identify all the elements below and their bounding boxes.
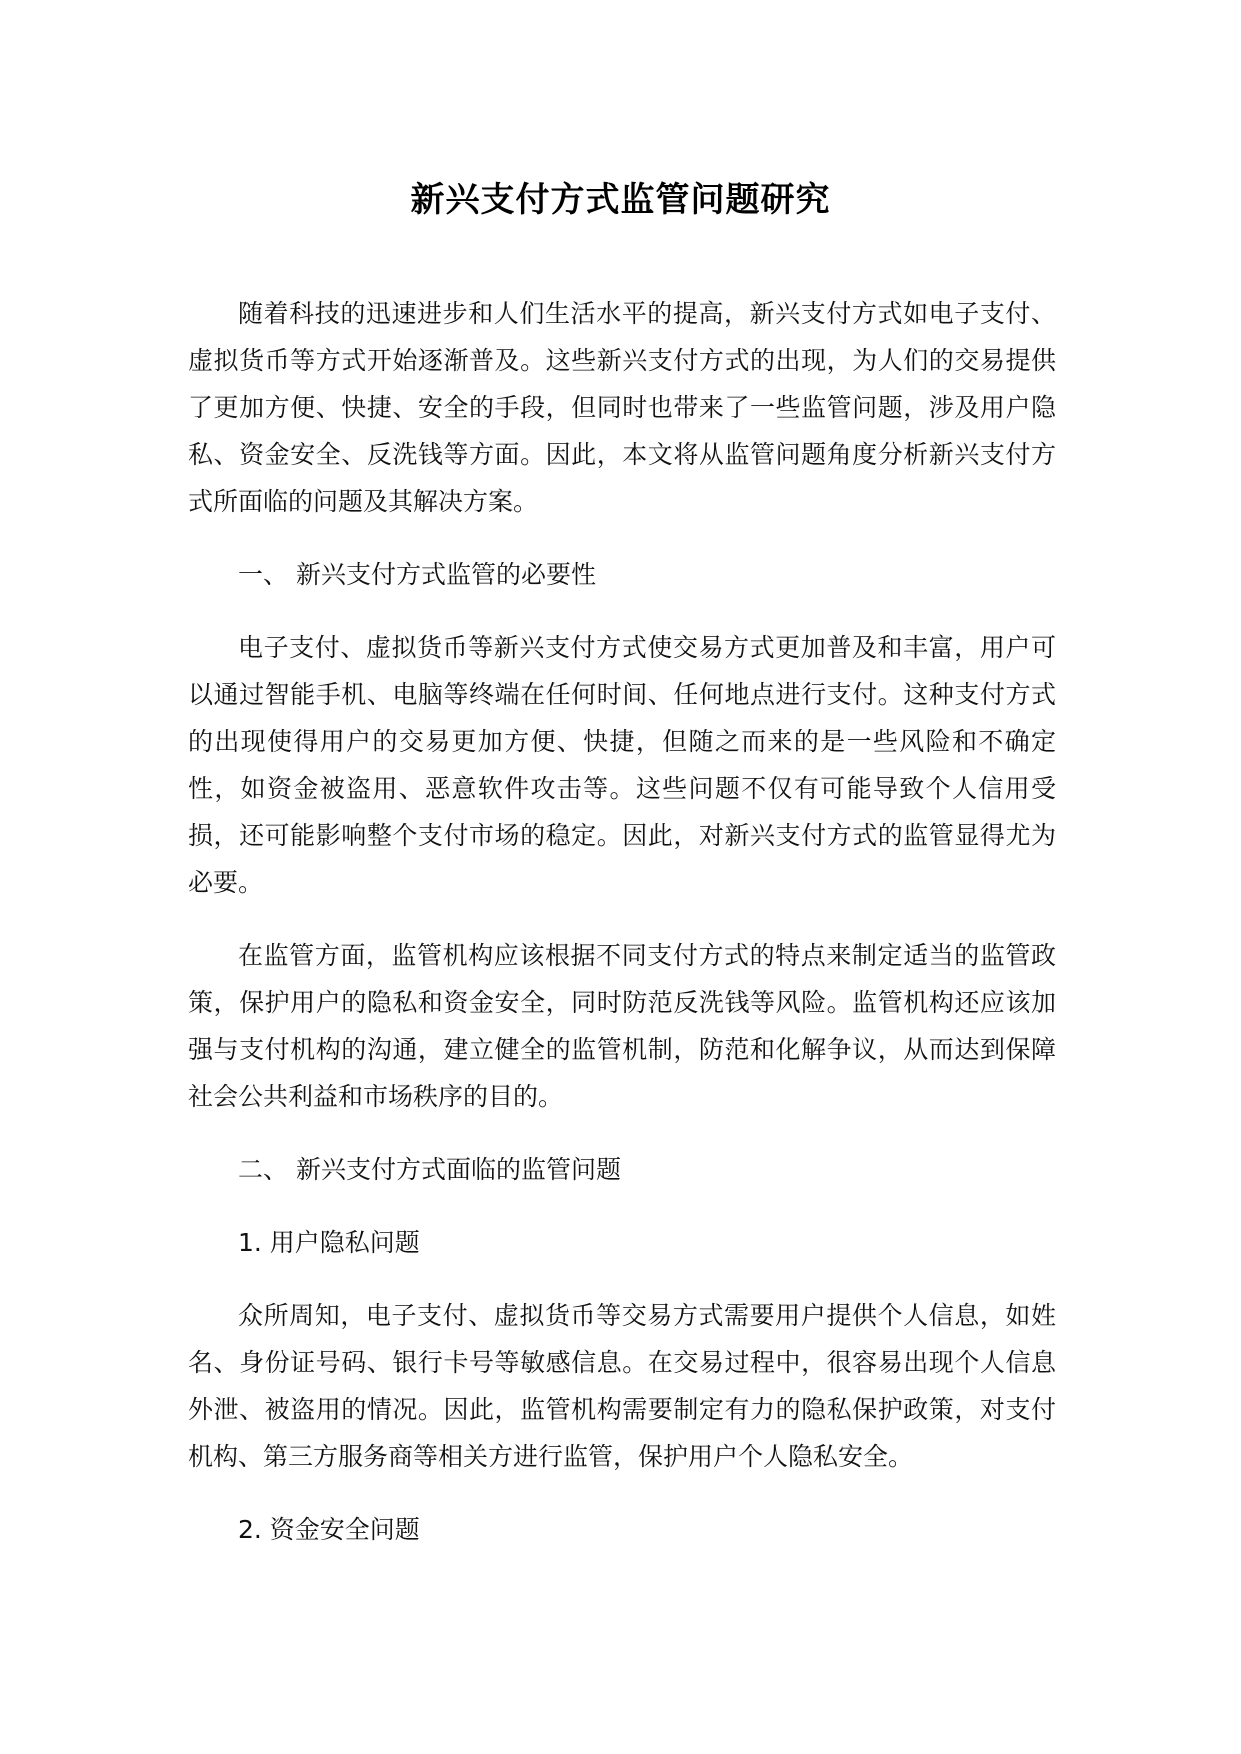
- document-title: 新兴支付方式监管问题研究: [410, 180, 831, 220]
- privacy-paragraph: 众所周知，电子支付、虚拟货币等交易方式需要用户提供个人信息，如姓名、身份证号码、银行卡号等敏感信息。在交易过程中，很容易出现个人信息外泄、被盗用的情况。因此，监管机构需要制定有力的隐私保护政策，对支付机构、第三方服务商等相关方进行监管，保护用户个人隐私安全。: [188, 1301, 1056, 1471]
- subsection-heading-privacy: 1. 用户隐私问题: [238, 1228, 420, 1257]
- document-body: [188, 290, 1056, 1579]
- section-heading-1: 一、 新兴支付方式监管的必要性: [238, 560, 596, 589]
- section-1-paragraph-2: 在监管方面，监管机构应该根据不同支付方式的特点来制定适当的监管政策，保护用户的隐私和资金安全，同时防范反洗钱等风险。监管机构还应该加强与支付机构的沟通，建立健全的监管机制，防范和化解争议，从而达到保障社会公共利益和市场秩序的目的。: [188, 941, 1056, 1111]
- section-1-paragraph-1: 电子支付、虚拟货币等新兴支付方式使交易方式更加普及和丰富，用户可以通过智能手机、电脑等终端在任何时间、任何地点进行支付。这种支付方式的出现使得用户的交易更加方便、快捷，但随之而来的是一些风险和不确定性，如资金被盗用、恶意软件攻击等。这些问题不仅有可能导致个人信用受损，还可能影响整个支付市场的稳定。因此，对新兴支付方式的监管显得尤为必要。: [188, 633, 1056, 897]
- intro-paragraph: 随着科技的迅速进步和人们生活水平的提高，新兴支付方式如电子支付、虚拟货币等方式开始逐渐普及。这些新兴支付方式的出现，为人们的交易提供了更加方便、快捷、安全的手段，但同时也带来了一些监管问题，涉及用户隐私、资金安全、反洗钱等方面。因此，本文将从监管问题角度分析新兴支付方式所面临的问题及其解决方案。: [188, 299, 1056, 516]
- section-heading-2: 二、 新兴支付方式面临的监管问题: [238, 1155, 621, 1184]
- subsection-heading-funds-safety: 2. 资金安全问题: [238, 1515, 420, 1544]
